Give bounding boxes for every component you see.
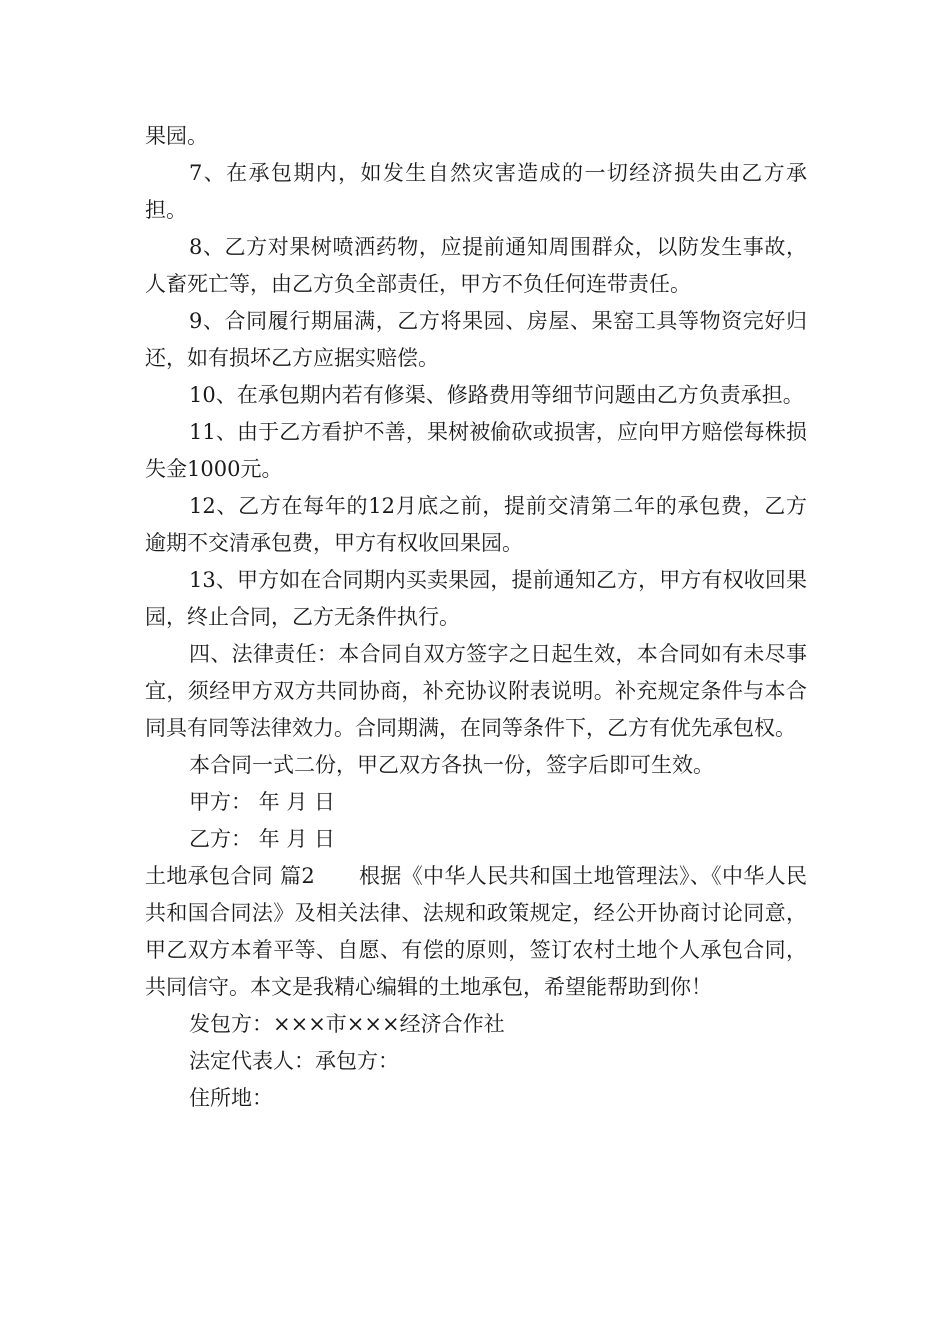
paragraph-orchard-end: 果园。 bbox=[145, 124, 208, 148]
clause-11: 11、由于乙方看护不善，果树被偷砍或损害，应向甲方赔偿每株损失金1000元。 bbox=[145, 420, 807, 481]
section-2-intro-text: 根据《中华人民共和国土地管理法》、《中华人民共和国合同法》及相关法律、法规和政策规定，经公开协商讨论同意，甲乙双方本着平等、自愿、有偿的原则，签订农村土地个人承包合同，共同信守。本文是我精心编辑的土地承包，希望能帮助到你！ bbox=[145, 864, 808, 999]
party-b-signature-line: 乙方： 年 月 日 bbox=[189, 827, 336, 851]
representative-line: 法定代表人：承包方： bbox=[189, 1049, 399, 1073]
clause-12: 12、乙方在每年的12月底之前，提前交清第二年的承包费，乙方逾期不交清承包费，甲方有权收回果园。 bbox=[145, 494, 807, 555]
clause-7: 7、在承包期内，如发生自然灾害造成的一切经济损失由乙方承担。 bbox=[145, 161, 807, 222]
address-line: 住所地： bbox=[189, 1086, 273, 1110]
clause-9: 9、合同履行期届满，乙方将果园、房屋、果窑工具等物资完好归还，如有损坏乙方应据实赔偿。 bbox=[145, 309, 807, 370]
party-a-signature-line: 甲方： 年 月 日 bbox=[189, 790, 336, 814]
clause-8: 8、乙方对果树喷洒药物，应提前通知周围群众，以防发生事故，人畜死亡等，由乙方负全部责任，甲方不负任何连带责任。 bbox=[145, 235, 807, 296]
clause-13: 13、甲方如在合同期内买卖果园，提前通知乙方，甲方有权收回果园，终止合同，乙方无条件执行。 bbox=[145, 568, 807, 629]
legal-liability-paragraph: 四、法律责任：本合同自双方签字之日起生效，本合同如有未尽事宜，须经甲方双方共同协商，补充协议附表说明。补充规定条件与本合同具有同等法律效力。合同期满，在同等条件下，乙方有优先承包权。 bbox=[145, 642, 807, 740]
issuer-line: 发包方：×××市×××经济合作社 bbox=[189, 1012, 505, 1036]
clause-10: 10、在承包期内若有修渠、修路费用等细节问题由乙方负责承担。 bbox=[189, 383, 804, 407]
section-2-heading: 土地承包合同 篇2 bbox=[145, 864, 315, 888]
copies-paragraph: 本合同一式二份，甲乙双方各执一份，签字后即可生效。 bbox=[189, 753, 714, 777]
document-page bbox=[145, 118, 807, 1117]
section-2-intro-paragraph bbox=[145, 858, 807, 1006]
